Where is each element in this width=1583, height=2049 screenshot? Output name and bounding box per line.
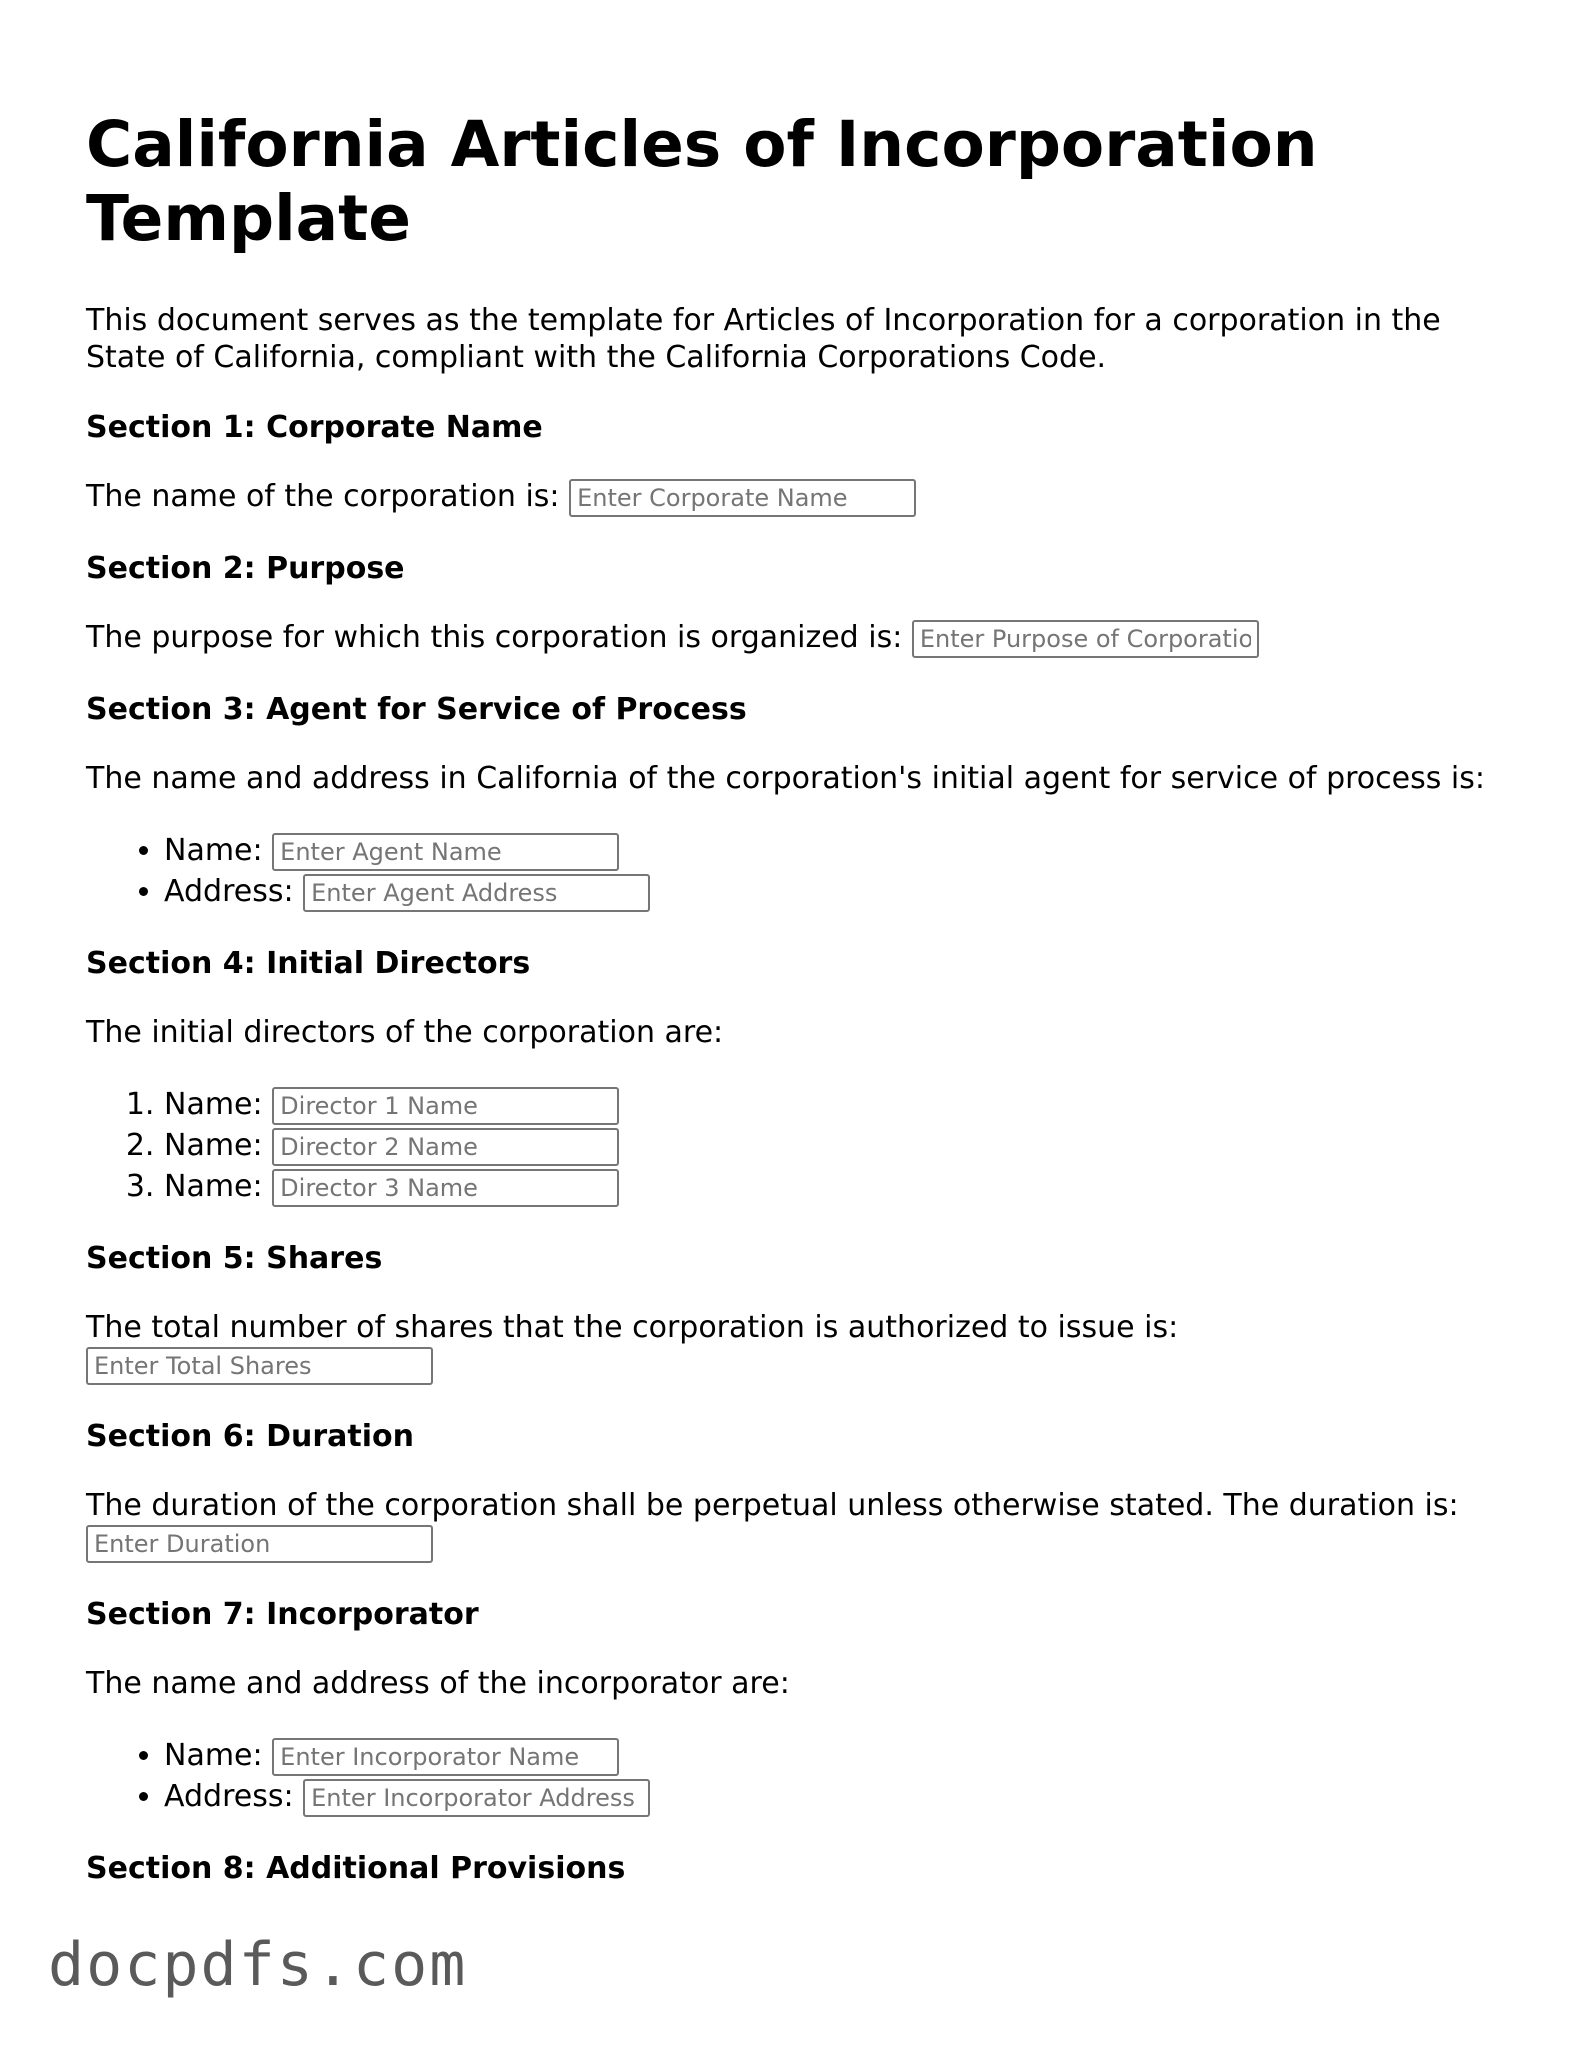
director-1-label: Name:	[164, 1087, 263, 1122]
incorporator-list	[86, 1735, 1526, 1817]
section-4-heading: Section 4: Initial Directors	[86, 946, 531, 981]
director-1-input[interactable]	[272, 1087, 619, 1125]
intro-paragraph: This document serves as the template for Articles of Incorporation for a corporation in the State of California, compliant with the California Corporations Code.	[86, 303, 1441, 375]
list-item	[164, 1166, 1526, 1207]
section-8-heading: Section 8: Additional Provisions	[86, 1851, 626, 1886]
agent-list	[86, 830, 1526, 912]
incorporator-address-label: Address:	[164, 1779, 294, 1814]
list-item	[164, 1776, 1526, 1817]
section-1-text	[86, 478, 1526, 517]
total-shares-label: The total number of shares that the corporation is authorized to issue is:	[86, 1310, 1179, 1345]
section-3-heading: Section 3: Agent for Service of Process	[86, 692, 747, 727]
director-2-label: Name:	[164, 1128, 263, 1163]
director-2-input[interactable]	[272, 1128, 619, 1166]
agent-name-input[interactable]	[272, 833, 619, 871]
agent-address-input[interactable]	[303, 874, 650, 912]
list-item	[164, 871, 1526, 912]
list-item	[164, 1125, 1526, 1166]
incorporator-name-label: Name:	[164, 1738, 263, 1773]
incorporator-address-input[interactable]	[303, 1779, 650, 1817]
corporate-name-label: The name of the corporation is:	[86, 479, 560, 514]
page-title: California Articles of Incorporation Template	[86, 108, 1318, 255]
section-7-text: The name and address of the incorporator are:	[86, 1666, 790, 1701]
list-item	[164, 1735, 1526, 1776]
list-item	[164, 1084, 1526, 1125]
section-5-heading: Section 5: Shares	[86, 1241, 383, 1276]
section-3-text: The name and address in California of the corporation's initial agent for service of process is:	[86, 761, 1485, 796]
total-shares-input[interactable]	[86, 1347, 433, 1385]
section-7-heading: Section 7: Incorporator	[86, 1597, 479, 1632]
section-6-heading: Section 6: Duration	[86, 1419, 414, 1454]
agent-address-label: Address:	[164, 874, 294, 909]
section-2-heading: Section 2: Purpose	[86, 551, 405, 586]
section-2-text	[86, 619, 1526, 658]
document-page	[86, 108, 1526, 1919]
incorporator-name-input[interactable]	[272, 1738, 619, 1776]
duration-input[interactable]	[86, 1525, 433, 1563]
section-1-heading: Section 1: Corporate Name	[86, 410, 543, 445]
section-6-text	[86, 1487, 1526, 1563]
agent-name-label: Name:	[164, 833, 263, 868]
director-3-input[interactable]	[272, 1169, 619, 1207]
purpose-label: The purpose for which this corporation is organized is:	[86, 620, 903, 655]
corporate-name-input[interactable]	[569, 479, 916, 517]
list-item	[164, 830, 1526, 871]
duration-label: The duration of the corporation shall be perpetual unless otherwise stated. The duration is:	[86, 1488, 1459, 1523]
watermark-logo: docpdfs.com	[48, 1930, 468, 2000]
director-3-label: Name:	[164, 1169, 263, 1204]
section-4-text: The initial directors of the corporation are:	[86, 1015, 724, 1050]
section-5-text	[86, 1309, 1526, 1385]
purpose-input[interactable]	[912, 620, 1259, 658]
directors-list	[86, 1084, 1526, 1207]
